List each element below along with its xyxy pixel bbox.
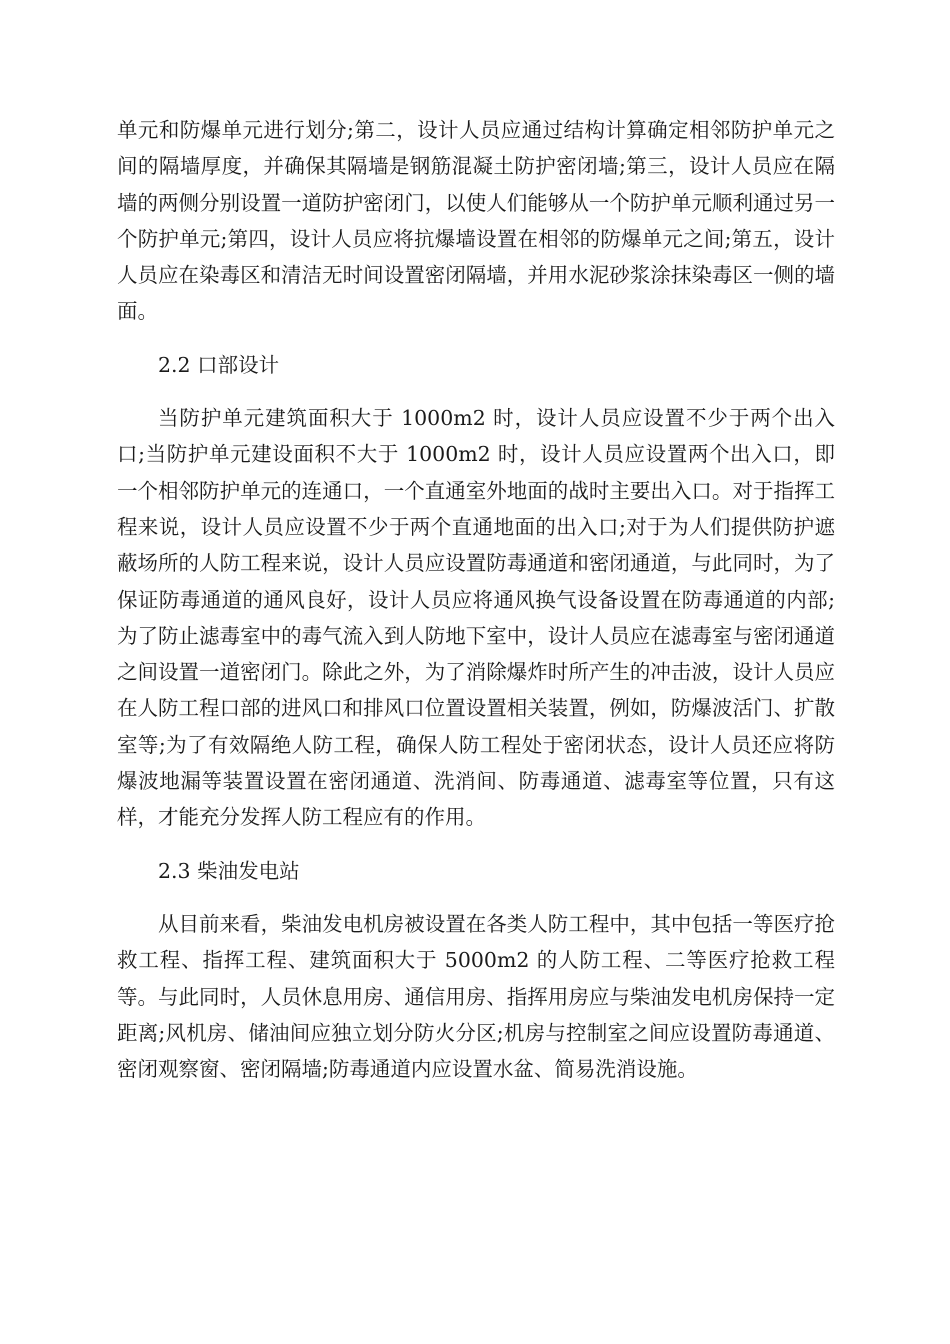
paragraph-partition-walls: 单元和防爆单元进行划分;第二，设计人员应通过结构计算确定相邻防护单元之间的隔墙厚度，并确保其隔墙是钢筋混凝土防护密闭墙;第三，设计人员应在隔墙的两侧分别设置一道防护密闭门，以使人们能够从一个防护单元顺利通过另一个防护单元;第四，设计人员应将抗爆墙设置在相邻的防爆单元之间;第五，设计人员应在染毒区和清洁无时间设置密闭隔墙，并用水泥砂浆涂抹染毒区一侧的墙面。 bbox=[117, 118, 835, 324]
paragraph-gap bbox=[117, 889, 835, 906]
paragraph-gap bbox=[117, 330, 835, 347]
document-page bbox=[117, 112, 835, 1087]
section-heading-2-3: 2.3 柴油发电站 bbox=[158, 858, 300, 883]
paragraph-diesel-station: 从目前来看，柴油发电机房被设置在各类人防工程中，其中包括一等医疗抢救工程、指挥工程、建筑面积大于 5000m2 的人防工程、二等医疗抢救工程等。与此同时，人员休息用房、通信用房、指挥用房应与柴油发电机房保持一定距离;风机房、储油间应独立划分防火分区;机房与控制室之间应设置防毒通道、密闭观察窗、密闭隔墙;防毒通道内应设置水盆、简易洗消设施。 bbox=[117, 911, 835, 1082]
section-heading-2-2: 2.2 口部设计 bbox=[158, 352, 280, 377]
paragraph-gap bbox=[117, 836, 835, 853]
paragraph-entrance-design: 当防护单元建筑面积大于 1000m2 时，设计人员应设置不少于两个出入口;当防护单元建设面积不大于 1000m2 时，设计人员应设置两个出入口，即一个相邻防护单元的连通口，一个直通室外地面的战时主要出入口。对于指挥工程来说，设计人员应设置不少于两个直通地面的出入口;对于为人们提供防护遮蔽场所的人防工程来说，设计人员应设置防毒通道和密闭通道，与此同时，为了保证防毒通道的通风良好，设计人员应将通风换气设备设置在防毒通道的内部;为了防止滤毒室中的毒气流入到人防地下室中，设计人员应在滤毒室与密闭通道之间设置一道密闭门。除此之外，为了消除爆炸时所产生的冲击波，设计人员应在人防工程口部的进风口和排风口位置设置相关装置，例如，防爆波活门、扩散室等;为了有效隔绝人防工程，确保人防工程处于密闭状态，设计人员还应将防爆波地漏等装置设置在密闭通道、洗消间、防毒通道、滤毒室等位置，只有这样，才能充分发挥人防工程应有的作用。 bbox=[117, 406, 835, 830]
paragraph-gap bbox=[117, 383, 835, 400]
